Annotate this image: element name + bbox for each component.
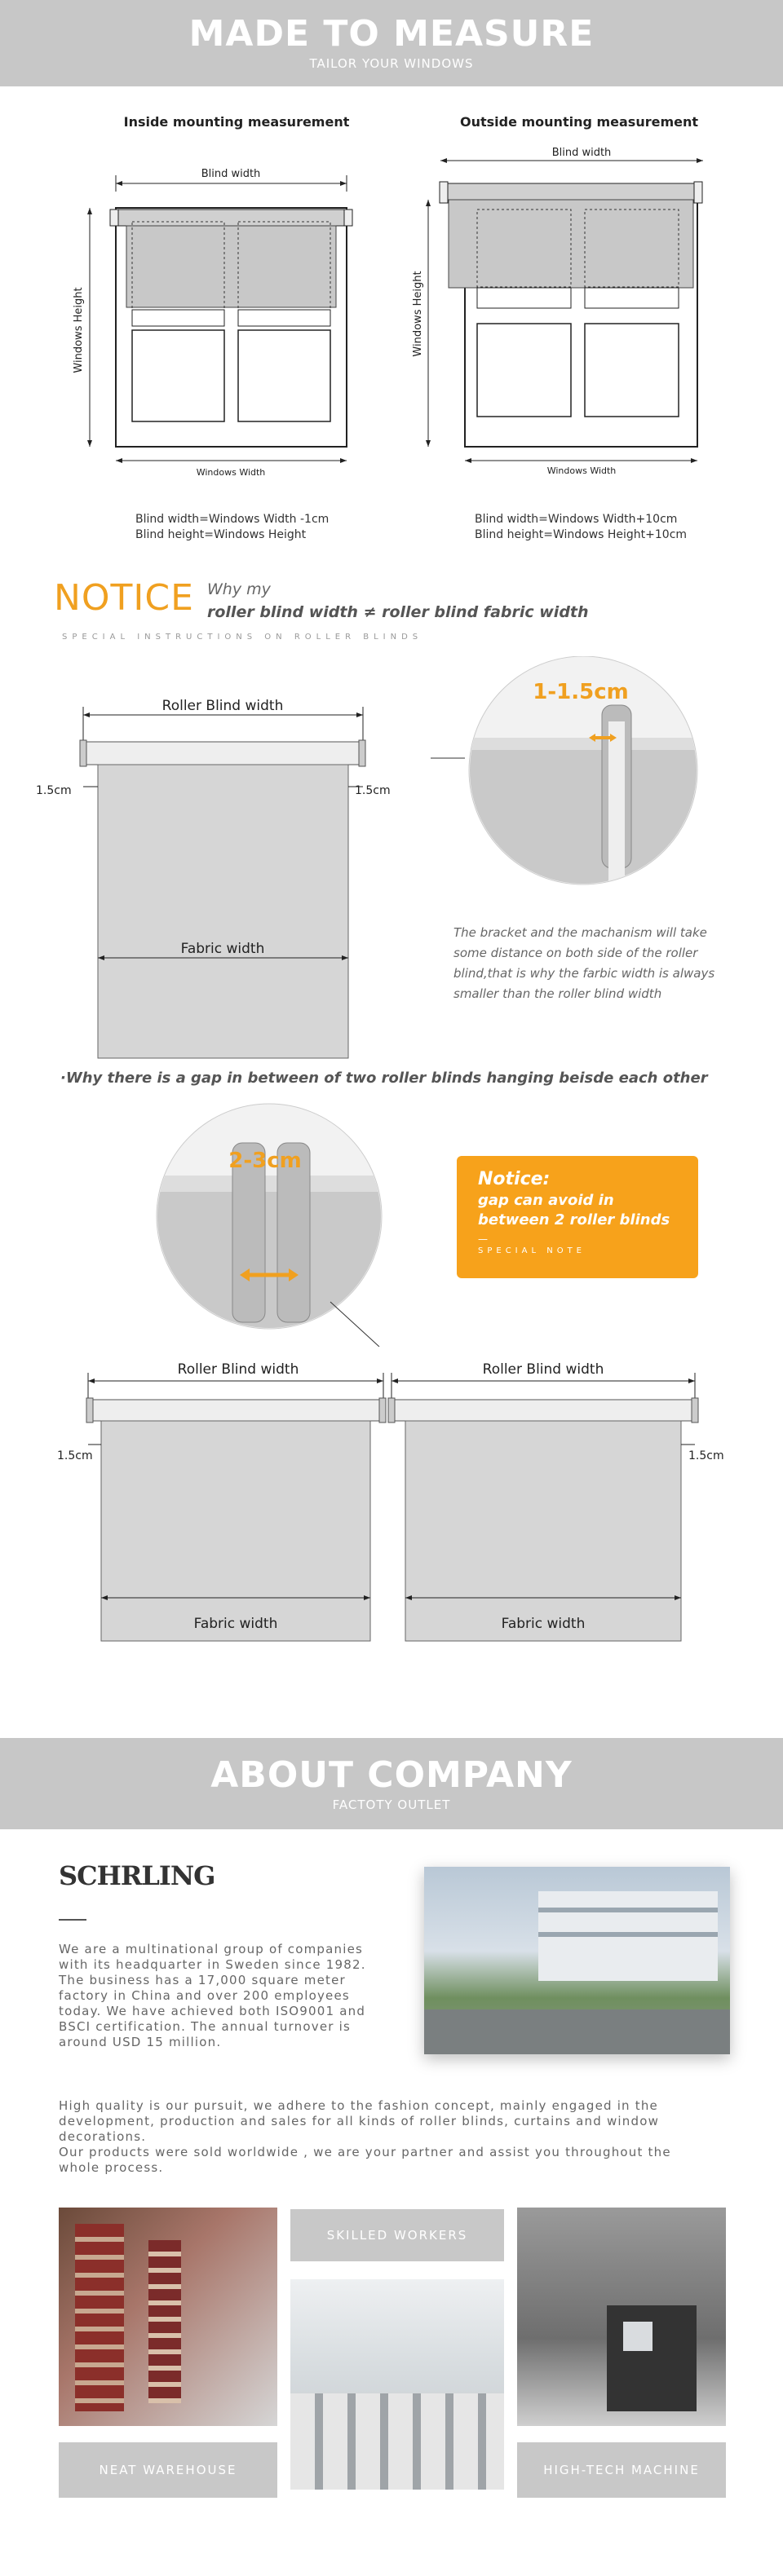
- gap-card-title: Notice:: [478, 1169, 551, 1189]
- inside-formula-height: Blind height=Windows Height: [135, 528, 307, 541]
- factory-building-photo: [424, 1867, 730, 2054]
- outside-mounting-diagram: [392, 143, 718, 485]
- inside-mounting-heading: Inside mounting measurement: [123, 114, 350, 130]
- logo-divider: [59, 1919, 86, 1921]
- notice-special: SPECIAL INSTRUCTIONS ON ROLLER BLINDS: [62, 633, 423, 642]
- about-subtitle: FACTOTY OUTLET: [332, 1797, 451, 1812]
- gap-zoom-circle: [155, 1102, 400, 1347]
- outside-formula-width: Blind width=Windows Width+10cm: [475, 513, 678, 526]
- outside-windows-width-label: Windows Width: [546, 465, 617, 476]
- left-roller-width-label: Roller Blind width: [177, 1361, 299, 1378]
- machine-photo: [517, 2208, 726, 2426]
- inside-windows-height-label: Windows Height: [73, 287, 85, 373]
- notice-explanation: The bracket and the machanism will take some distance on both side of the roller blind,that is why the farbic width is always smaller than the roller blind width: [453, 925, 715, 1001]
- gap-card-special: SPECIAL NOTE: [478, 1246, 586, 1255]
- workers-photo: [290, 2279, 504, 2490]
- about-title: ABOUT COMPANY: [210, 1754, 573, 1796]
- roller-blind-width-label: Roller Blind width: [161, 698, 284, 714]
- gap-notice-card: [457, 1156, 698, 1278]
- gap-question: ·Why there is a gap in between of two roller blinds hanging beisde each other: [60, 1070, 708, 1087]
- outside-blind-width-label: Blind width: [551, 147, 612, 159]
- notice-why: Why my: [207, 580, 271, 598]
- right-side-gap: 1.5cm: [355, 784, 391, 797]
- right-roller-width-label: Roller Blind width: [482, 1361, 604, 1378]
- gap-zoom-label: 2-3cm: [228, 1149, 302, 1173]
- outside-mounting-heading: Outside mounting measurement: [459, 114, 699, 130]
- right-fabric-width-label: Fabric width: [501, 1616, 586, 1632]
- measure-subtitle: TAILOR YOUR WINDOWS: [309, 56, 474, 71]
- left-side-gap: 1.5cm: [36, 784, 72, 797]
- outside-formula: [475, 512, 719, 543]
- right-blind-side-gap: 1.5cm: [688, 1449, 724, 1462]
- fabric-width-label: Fabric width: [180, 941, 265, 957]
- about-banner: [0, 1738, 783, 1829]
- skilled-workers-label: SKILLED WORKERS: [290, 2209, 504, 2261]
- gap-card-text: gap can avoid in between 2 roller blinds: [478, 1192, 670, 1228]
- neat-warehouse-label: NEAT WAREHOUSE: [59, 2442, 277, 2498]
- high-tech-machine-label: HIGH-TECH MACHINE: [517, 2442, 726, 2498]
- outside-formula-height: Blind height=Windows Height+10cm: [475, 528, 688, 541]
- bracket-zoom-circle: [424, 656, 701, 901]
- inside-formula-width: Blind width=Windows Width -1cm: [135, 513, 330, 526]
- company-logo: SCHRLING: [59, 1860, 215, 1891]
- notice-word: NOTICE: [54, 577, 194, 619]
- notice-headline: roller blind width ≠ roller blind fabric width: [207, 603, 589, 621]
- company-pursuit: [59, 2098, 703, 2176]
- roller-width-diagram: [33, 697, 392, 1064]
- company-intro: We are a multinational group of companies with its headquarter in Sweden since 1982. The business has a 17,000 square meter factory in China and over 200 employees today. We have achieved both ISO9001 and BSCI certification. The annual turnover is around USD 15 million.: [59, 1942, 366, 2049]
- inside-formula: [135, 512, 364, 543]
- bracket-zoom-label: 1-1.5cm: [533, 680, 629, 704]
- two-blinds-diagram: [49, 1353, 750, 1655]
- partner-text: Our products were sold worldwide , we are your partner and assist you throughout the whole process.: [59, 2145, 671, 2175]
- left-fabric-width-label: Fabric width: [193, 1616, 278, 1632]
- inside-blind-width-label: Blind width: [201, 168, 261, 180]
- inside-windows-width-label: Windows Width: [196, 467, 266, 478]
- measure-title: MADE TO MEASURE: [188, 13, 595, 55]
- inside-mounting-diagram: [65, 159, 359, 485]
- outside-windows-height-label: Windows Height: [412, 271, 424, 357]
- measure-banner: [0, 0, 783, 86]
- left-blind-side-gap: 1.5cm: [57, 1449, 93, 1462]
- warehouse-photo: [59, 2208, 277, 2426]
- gap-card-dash: —: [478, 1233, 488, 1245]
- pursuit-text: High quality is our pursuit, we adhere to the fashion concept, mainly engaged in the development, production and sales for all kinds of roller blinds, curtains and window decorations.: [59, 2098, 660, 2144]
